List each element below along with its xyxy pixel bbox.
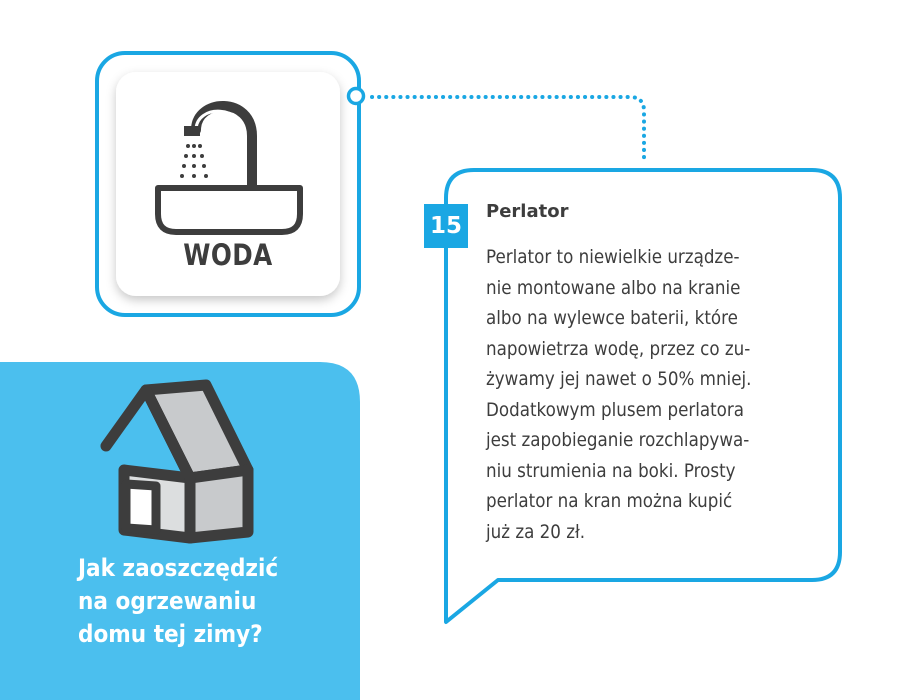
description-line: Dodatkowym plusem perlatora: [486, 398, 745, 421]
description-line: jest zapobieganie rozchlapywa-: [486, 429, 750, 451]
card-description: [486, 242, 826, 547]
description-line: perlator na kran można kupić: [486, 490, 733, 512]
description-line: napowietrza wodę, przez co zu-: [486, 337, 751, 360]
card-title: Perlator: [486, 201, 569, 222]
question-heading: [78, 552, 338, 651]
description-line: Perlator to niewielkie urządze-: [486, 246, 740, 268]
description-line: już za 20 zł.: [486, 520, 586, 543]
connector-node: [349, 89, 364, 104]
dotted-connector: [372, 97, 644, 162]
description-line: albo na wylewce baterii, które: [486, 307, 738, 329]
number-badge: 15: [424, 204, 468, 248]
question-line: Jak zaoszczędzić: [78, 554, 279, 582]
question-line: na ogrzewaniu: [78, 587, 257, 615]
description-line: żywamy jej nawet o 50% mniej.: [486, 368, 752, 390]
description-line: nie montowane albo na kranie: [486, 276, 741, 299]
icon-card-label: WODA: [183, 238, 273, 272]
question-line: domu tej zimy?: [78, 620, 263, 648]
description-line: niu strumienia na boki. Prosty: [486, 459, 736, 482]
